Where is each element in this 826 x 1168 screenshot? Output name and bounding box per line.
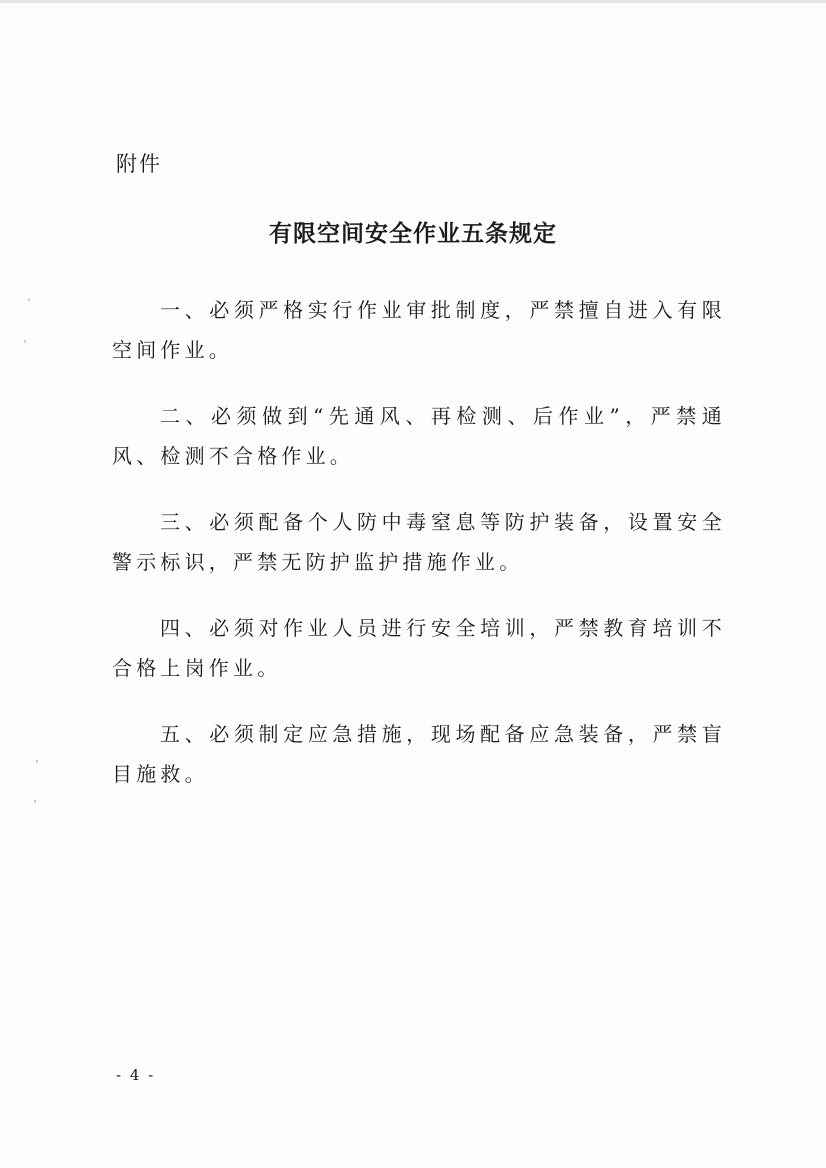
- scan-speck: [28, 298, 30, 301]
- rule-item: 二、必须做到“先通风、再检测、后作业”，严禁通风、检测不合格作业。: [112, 404, 726, 468]
- attachment-label: 附件: [116, 152, 162, 176]
- document-title: 有限空间安全作业五条规定: [269, 220, 557, 247]
- scan-speck: [24, 340, 26, 343]
- page-number: - 4 -: [116, 1066, 156, 1084]
- rule-item: 三、必须配备个人防中毒窒息等防护装备，设置安全警示标识，严禁无防护监护措施作业。: [112, 510, 726, 574]
- rule-item: 五、必须制定应急措施，现场配备应急装备，严禁盲目施救。: [112, 722, 726, 786]
- rules-list: [112, 290, 726, 820]
- page-top-edge: [0, 0, 826, 3]
- rule-item: 四、必须对作业人员进行安全培训，严禁教育培训不合格上岗作业。: [112, 616, 726, 680]
- scan-speck: [34, 800, 36, 803]
- rule-item: 一、必须严格实行作业审批制度，严禁擅自进入有限空间作业。: [112, 298, 726, 362]
- scan-speck: [36, 760, 38, 763]
